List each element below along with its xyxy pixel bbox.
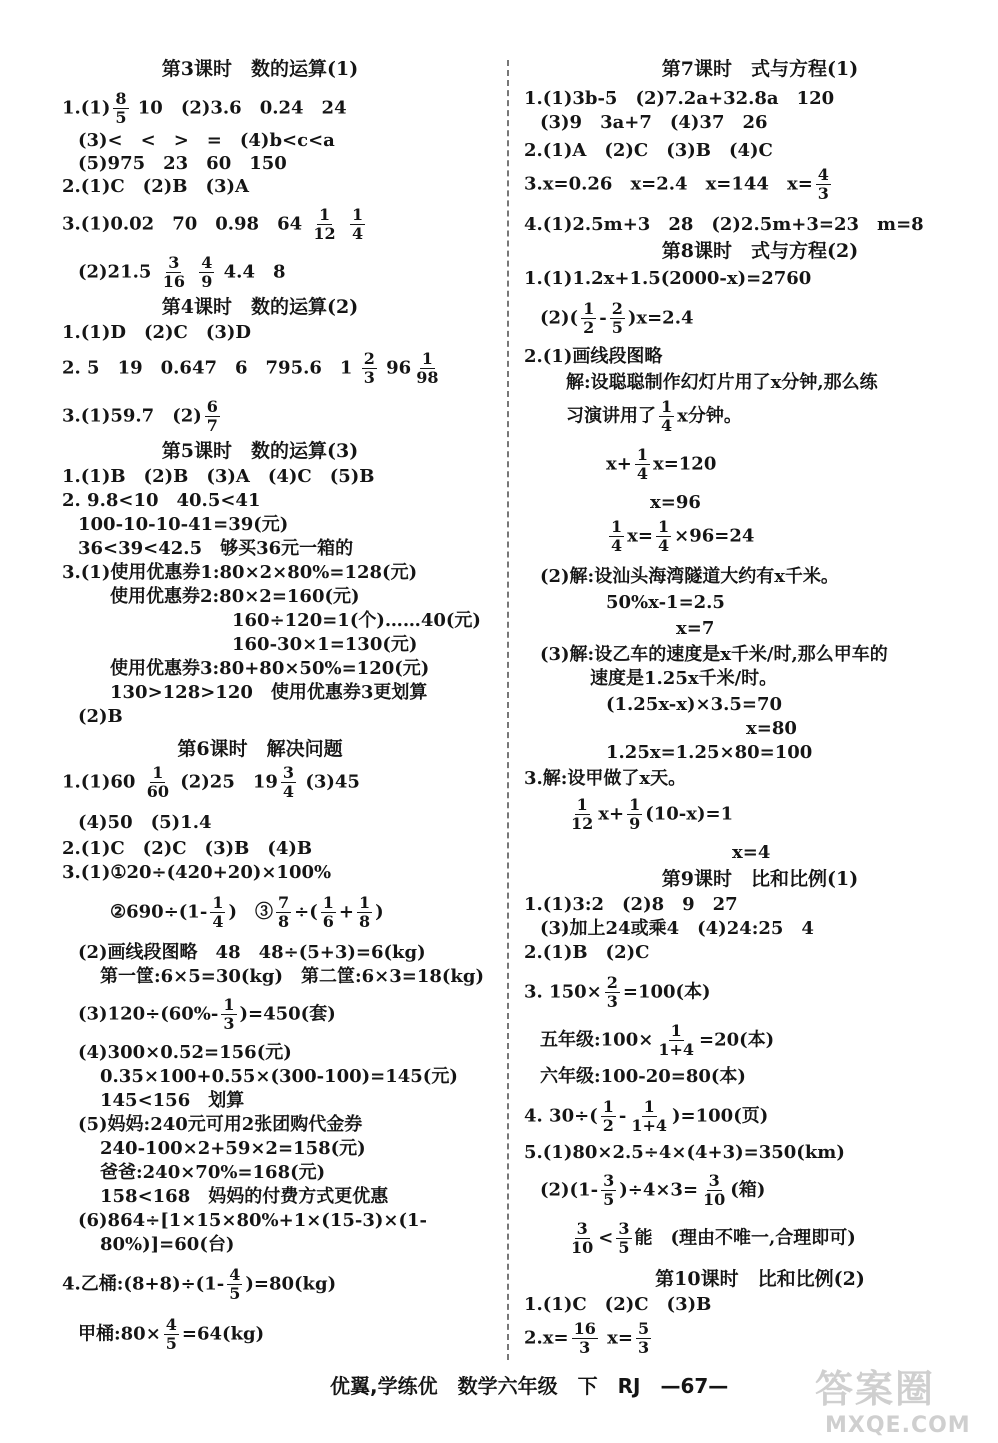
fraction: $\frac{4}{5}$ — [165, 1315, 177, 1353]
fraction: $\frac{1}{98}$ — [416, 349, 439, 387]
answer-line: 习演讲用了 $\frac{1}{4}$ x分钟。 — [566, 397, 742, 435]
answer-line: 4.(1)2.5m+3 28 (2)2.5m+3=23 m=8 — [524, 214, 924, 235]
answer-line: 3.(1)59.7 (2) $\frac{6}{7}$ — [62, 397, 218, 435]
fraction: $\frac{1}{4}$ — [611, 517, 623, 555]
answer-line: 1.(1)1.2x+1.5(2000-x)=2760 — [524, 268, 812, 289]
fraction: $\frac{3}{10}$ — [703, 1171, 726, 1209]
answer-line: (2)解:设汕头海湾隧道大约有x千米。 — [540, 566, 839, 587]
answer-line: 158<168 妈妈的付费方式更优惠 — [100, 1186, 389, 1207]
answer-line: 3.解:设甲做了x天。 — [524, 768, 687, 789]
answer-line: 5.(1)80×2.5÷4×(4+3)=350(km) — [524, 1142, 845, 1163]
answer-line: (4)50 (5)1.4 — [78, 812, 212, 833]
page-footer: 优翼,学练优 数学六年级 下 RJ —67— — [330, 1374, 729, 1398]
answer-line: 使用优惠券2:80×2=160(元) — [110, 586, 360, 607]
fraction: $\frac{6}{7}$ — [206, 397, 218, 435]
answer-line: (5)975 23 60 150 — [78, 153, 287, 174]
answer-line: (2)21.5 $\frac{3}{16}$ $\frac{4}{9}$ 4.4 8 — [78, 253, 286, 291]
fraction: $\frac{1}{4}$ — [351, 205, 364, 243]
answer-line: $\frac{1}{4}$ x= $\frac{1}{4}$ ×96=24 — [611, 517, 755, 555]
answer-line: (2)( $\frac{1}{2}$ - $\frac{2}{5}$ )x=2.4 — [540, 299, 694, 337]
answer-line: 145<156 划算 — [100, 1090, 245, 1111]
answer-line: 3.(1)使用优惠券1:80×2×80%=128(元) — [62, 562, 418, 583]
answer-line: (3)解:设乙车的速度是x千米/时,那么甲车的 — [540, 644, 888, 665]
answer-line: (6)864÷[1×15×80%+1×(15-3)×(1- — [78, 1210, 427, 1231]
answer-line: 2. 5 19 0.647 6 795.6 1 $\frac{2}{3}$ 96 $\frac{1}{98}$ — [62, 349, 439, 387]
section-heading: 第8课时 式与方程(2) — [661, 240, 859, 262]
answer-line: $\frac{1}{12}$ x+ $\frac{1}{9}$ (10-x)=1 — [571, 795, 734, 833]
fraction: $\frac{8}{5}$ — [115, 89, 127, 127]
answer-line: 1.(1)60 $\frac{1}{60}$ (2)25 19 $\frac{3}{4}$ (3)45 — [62, 763, 360, 801]
fraction: $\frac{5}{3}$ — [637, 1319, 650, 1357]
fraction: $\frac{16}{3}$ — [573, 1319, 596, 1357]
section-heading: 第10课时 比和比例(2) — [655, 1268, 865, 1290]
fraction: $\frac{1}{9}$ — [629, 795, 641, 833]
fraction: $\frac{3}{16}$ — [162, 253, 185, 291]
answer-line: 160-30×1=130(元) — [232, 634, 418, 655]
fraction: $\frac{3}{5}$ — [618, 1219, 630, 1257]
fraction: $\frac{1}{60}$ — [146, 763, 169, 801]
fraction: $\frac{1}{6}$ — [322, 893, 334, 931]
answer-line: 160÷120=1(个)……40(元) — [232, 610, 481, 631]
answer-line: (4)300×0.52=156(元) — [78, 1042, 292, 1063]
answer-line: (2)画线段图略 48 48÷(5+3)=6(kg) — [78, 942, 426, 963]
fraction: $\frac{3}{10}$ — [571, 1219, 594, 1257]
fraction: $\frac{1}{12}$ — [313, 205, 336, 243]
fraction: $\frac{1}{4}$ — [212, 893, 224, 931]
answer-line: x=4 — [732, 842, 771, 863]
answer-line: 2.(1)画线段图略 — [524, 346, 663, 367]
answer-line: $\frac{3}{10}$ < $\frac{3}{5}$ 能 (理由不唯一,合理即可) — [571, 1219, 856, 1257]
answer-line: 1.(1)C (2)C (3)B — [524, 1294, 712, 1315]
answer-line: 3. 150× $\frac{2}{3}$ =100(本) — [524, 973, 711, 1011]
answer-line: 100-10-10-41=39(元) — [78, 514, 289, 535]
answer-line: (1.25x-x)×3.5=70 — [606, 694, 783, 715]
fraction: $\frac{2}{3}$ — [363, 349, 375, 387]
answer-line: 3.x=0.26 x=2.4 x=144 x= $\frac{4}{3}$ — [524, 165, 829, 203]
answer-line: 240-100×2+59×2=158(元) — [100, 1138, 366, 1159]
answer-line: 六年级:100-20=80(本) — [540, 1066, 746, 1087]
fraction: $\frac{1}{8}$ — [358, 893, 371, 931]
answer-line: (3)9 3a+7 (4)37 26 — [540, 112, 768, 133]
answer-line: 3.(1)①20÷(420+20)×100% — [62, 862, 332, 883]
answer-line: 1.(1)3b-5 (2)7.2a+32.8a 120 — [524, 88, 835, 109]
answer-line: x=96 — [650, 492, 701, 513]
answer-line: 2.(1)C (2)C (3)B (4)B — [62, 838, 313, 859]
section-heading: 第5课时 数的运算(3) — [161, 440, 359, 462]
answer-line: (5)妈妈:240元可用2张团购代金券 — [78, 1114, 363, 1135]
fraction: $\frac{1}{3}$ — [223, 995, 235, 1033]
fraction: $\frac{4}{3}$ — [817, 165, 829, 203]
section-heading: 第9课时 比和比例(1) — [661, 868, 859, 890]
answer-line: 1.(1)B (2)B (3)A (4)C (5)B — [62, 466, 375, 487]
answer-line: 3.(1)0.02 70 0.98 64 $\frac{1}{12}$ $\frac{1}{4}$ — [62, 205, 364, 243]
section-heading: 第3课时 数的运算(1) — [161, 58, 359, 80]
answer-line: 第一筐:6×5=30(kg) 第二筐:6×3=18(kg) — [100, 966, 484, 987]
fraction: $\frac{1}{4}$ — [657, 517, 670, 555]
answer-line: 使用优惠券3:80+80×50%=120(元) — [110, 658, 430, 679]
answer-line: 2.(1)C (2)B (3)A — [62, 176, 249, 197]
section-heading: 第4课时 数的运算(2) — [161, 296, 359, 318]
fraction: $\frac{1}{2}$ — [583, 299, 595, 337]
answer-line: 2. 9.8<10 40.5<41 — [62, 490, 261, 511]
fraction: $\frac{1}{4}$ — [661, 397, 673, 435]
fraction: $\frac{1}{4}$ — [636, 445, 648, 483]
fraction: $\frac{3}{4}$ — [282, 763, 295, 801]
answer-line: 爸爸:240×70%=168(元) — [100, 1162, 326, 1183]
answer-line: 36<39<42.5 够买36元一箱的 — [78, 538, 354, 559]
answer-line: 4. 30÷( $\frac{1}{2}$ - $\frac{1}{1+4}$ )=100(页) — [524, 1097, 769, 1135]
fraction: $\frac{1}{1+4}$ — [658, 1021, 694, 1059]
fraction: $\frac{7}{8}$ — [277, 893, 290, 931]
answer-line: 0.35×100+0.55×(300-100)=145(元) — [100, 1066, 458, 1087]
answer-line: x+ $\frac{1}{4}$ x=120 — [606, 445, 717, 483]
answer-line: 1.(1)3:2 (2)8 9 27 — [524, 894, 738, 915]
answer-line: 解:设聪聪制作幻灯片用了x分钟,那么练 — [566, 372, 878, 393]
fraction: $\frac{2}{5}$ — [611, 299, 623, 337]
watermark-text: 答案圈 — [815, 1367, 936, 1411]
answer-line: 2.x= $\frac{16}{3}$ x= $\frac{5}{3}$ — [524, 1319, 650, 1357]
fraction: $\frac{4}{5}$ — [229, 1265, 241, 1303]
answer-line: (3)120÷(60%- $\frac{1}{3}$ )=450(套) — [78, 995, 336, 1033]
section-heading: 第7课时 式与方程(1) — [661, 58, 859, 80]
answer-line: 80%)]=60(台) — [100, 1234, 235, 1255]
column-divider — [507, 60, 509, 1360]
answer-line: 速度是1.25x千米/时。 — [590, 668, 778, 689]
answer-line: (2)(1- $\frac{3}{5}$ )÷4×3= $\frac{3}{10}$ (箱) — [540, 1171, 766, 1209]
answer-line: 1.25x=1.25×80=100 — [606, 742, 813, 763]
fraction: $\frac{4}{9}$ — [201, 253, 213, 291]
answer-line: 1.(1) $\frac{8}{5}$ 10 (2)3.6 0.24 24 — [62, 89, 347, 127]
answer-line: x=7 — [676, 618, 715, 639]
answer-line: (3)加上24或乘4 (4)24:25 4 — [540, 918, 814, 939]
fraction: $\frac{1}{2}$ — [602, 1097, 614, 1135]
answer-line: 4.乙桶:(8+8)÷(1- $\frac{4}{5}$ )=80(kg) — [62, 1265, 337, 1303]
answer-line: 2.(1)B (2)C — [524, 942, 650, 963]
answer-line: 甲桶:80× $\frac{4}{5}$ =64(kg) — [78, 1315, 265, 1353]
answer-line: (2)B — [78, 706, 123, 727]
answer-line: 五年级:100× $\frac{1}{1+4}$ =20(本) — [540, 1021, 775, 1059]
section-heading: 第6课时 解决问题 — [177, 738, 343, 760]
fraction: $\frac{1}{1+4}$ — [631, 1097, 668, 1135]
answer-line: 1.(1)D (2)C (3)D — [62, 322, 252, 343]
watermark-logo — [815, 1358, 985, 1438]
fraction: $\frac{3}{5}$ — [603, 1171, 615, 1209]
answer-line: 2.(1)A (2)C (3)B (4)C — [524, 140, 773, 161]
answer-line: (3)< < > = (4)b<c<a — [78, 130, 335, 151]
fraction: $\frac{2}{3}$ — [606, 973, 618, 1011]
answer-line: x=80 — [746, 718, 797, 739]
fraction: $\frac{1}{12}$ — [571, 795, 594, 833]
answer-line: 50%x-1=2.5 — [606, 592, 725, 613]
answer-line: ②690÷(1- $\frac{1}{4}$ ) ③ $\frac{7}{8}$ ÷( $\frac{1}{6}$ + $\frac{1}{8}$ ) — [110, 893, 384, 931]
watermark-url: MXQE.COM — [825, 1413, 971, 1438]
answer-line: 130>128>120 使用优惠券3更划算 — [110, 682, 428, 703]
